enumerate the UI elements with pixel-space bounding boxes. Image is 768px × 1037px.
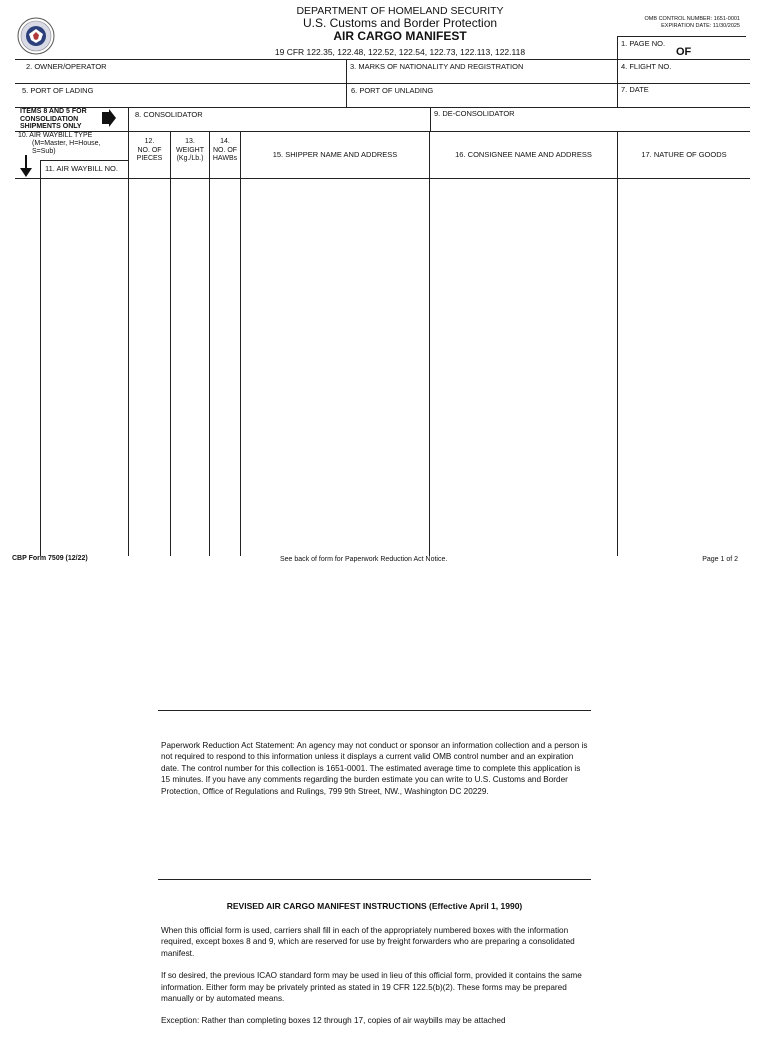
manifest-entry-area[interactable] [15,179,750,555]
marks-nationality-field[interactable]: 3. MARKS OF NATIONALITY AND REGISTRATION [350,62,524,71]
date-field[interactable]: 7. DATE [621,85,649,94]
flight-no-field[interactable]: 4. FLIGHT NO. [621,62,672,71]
weight-header: 13. WEIGHT (Kg./Lb.) [176,138,204,162]
dhs-seal-icon [17,17,55,55]
consolidator-field[interactable]: 8. CONSOLIDATOR [135,110,203,119]
page-of-label: OF [676,46,692,58]
pieces-header: 12. NO. OF PIECES [136,138,163,162]
consignee-header: 16. CONSIGNEE NAME AND ADDRESS [455,150,592,159]
awb-number-header: 11. AIR WAYBILL NO. [45,164,118,173]
department-heading: DEPARTMENT OF HOMELAND SECURITY [296,5,504,17]
omb-control-number: OMB CONTROL NUMBER: 1651-0001 [644,16,740,22]
instructions-body: When this official form is used, carriers shall fill in each of the appropriately numbered boxes with the information required, except boxes 8 and 9, which are reserved for use by freight forwarders who are preparing a consolidated manifest. If so desired, the previous ICAO standard form may be used in lieu of this official form, provided it contains the same information. Either form may be privately printed as stated in 19 CFR 122.5(b)(2). These forms may be prepared manually or by automated means. Exception: Rather than completing boxes 12 through 17, copies of air waybills may be attached [161,926,582,1026]
goods-header: 17. NATURE OF GOODS [641,150,727,159]
pra-statement: Paperwork Reduction Act Statement: An agency may not conduct or sponsor an information collection and a person is not required to respond to this information unless it displays a current valid OMB control number and an expiration date. The control number for this collection is 1651-0001. The estimated average time to complete this application is 15 minutes. If you have any comments regarding the burden estimate you can write to U.S. Customs and Border Protection, Office of Regulations and Rulings, 799 9th Street, NW., Washington DC 20229. [161,741,588,796]
expiration-date: EXPIRATION DATE: 11/30/2025 [661,23,740,29]
port-unlading-field[interactable]: 6. PORT OF UNLADING [351,86,434,95]
arrow-down-icon [20,155,32,177]
owner-operator-field[interactable]: 2. OWNER/OPERATOR [26,62,107,71]
shipper-header: 15. SHIPPER NAME AND ADDRESS [272,150,398,159]
page-indicator: Page 1 of 2 [702,556,738,563]
form-number: CBP Form 7509 (12/22) [12,555,88,562]
hawbs-header: 14. NO. OF HAWBs [212,138,238,162]
form-title: AIR CARGO MANIFEST [333,29,467,43]
port-lading-field[interactable]: 5. PORT OF LADING [22,86,94,95]
agency-heading: U.S. Customs and Border Protection [302,16,498,30]
deconsolidator-field[interactable]: 9. DE-CONSOLIDATOR [434,109,515,118]
pra-notice-reference: See back of form for Paperwork Reduction Act Notice. [280,556,448,563]
awb-type-header: 10. AIR WAYBILL TYPE (M=Master, H=House, S=Sub) [18,132,101,155]
cfr-citation: 19 CFR 122.35, 122.48, 122.52, 122.54, 122.73, 122.113, 122.118 [274,47,526,57]
instructions-title: REVISED AIR CARGO MANIFEST INSTRUCTIONS (Effective April 1, 1990) [226,901,523,911]
consolidation-note: ITEMS 8 AND 5 FOR CONSOLIDATION SHIPMENTS ONLY [20,108,87,130]
arrow-right-icon [102,109,116,127]
page-no-label: 1. PAGE NO. [621,39,666,48]
